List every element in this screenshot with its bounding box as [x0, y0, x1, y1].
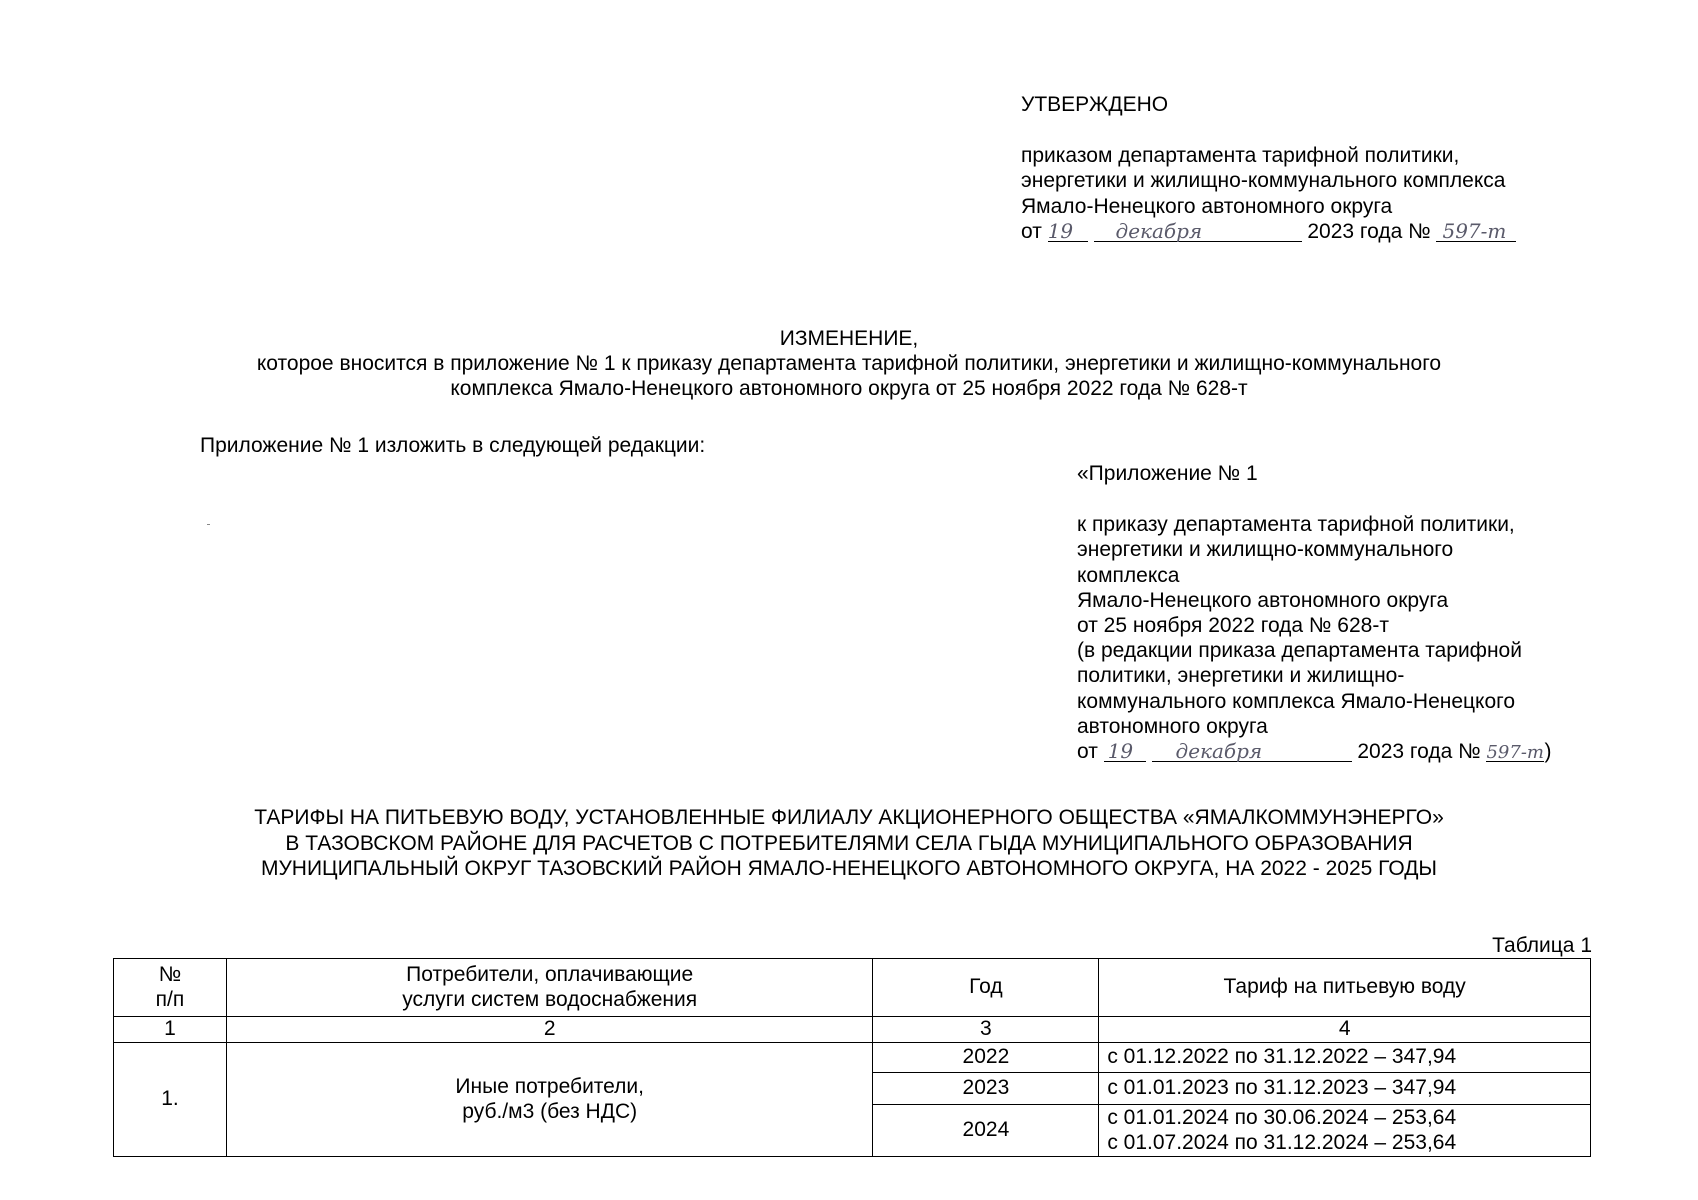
- tariffs-title-line: В ТАЗОВСКОМ РАЙОНЕ ДЛЯ РАСЧЕТОВ С ПОТРЕБИТЕЛЯМИ СЕЛА ГЫДА МУНИЦИПАЛЬНОГО ОБРАЗОВАНИЯ: [285, 831, 1413, 855]
- annex-line: коммунального комплекса Ямало-Ненецкого: [1077, 689, 1516, 713]
- annex-title: «Приложение № 1: [1077, 462, 1258, 485]
- table-label: Таблица 1: [1492, 934, 1592, 957]
- annex-line: Ямало-Ненецкого автономного округа: [1077, 588, 1449, 612]
- header-tariff: Тариф на питьевую воду: [1099, 959, 1591, 1017]
- approval-line: энергетики и жилищно-коммунального комплекса: [1021, 169, 1506, 193]
- annex-line: энергетики и жилищно-коммунального: [1077, 538, 1454, 562]
- table-header-row: [114, 959, 1591, 1017]
- date-day-field: [1104, 739, 1146, 762]
- handwritten-order-number: 597-т: [1486, 741, 1544, 763]
- row-tariff: [1099, 1105, 1591, 1157]
- tariffs-title-line: ТАРИФЫ НА ПИТЬЕВУЮ ВОДУ, УСТАНОВЛЕННЫЕ ФИЛИАЛУ АКЦИОНЕРНОГО ОБЩЕСТВА «ЯМАЛКОММУНЭНЕРГО»: [254, 806, 1444, 829]
- date-month-field: [1094, 219, 1302, 242]
- table-col-numbers-row: [114, 1017, 1591, 1043]
- date-year-text: 2023 года №: [1307, 219, 1431, 243]
- handwritten-month: декабря: [1175, 738, 1263, 763]
- tariff-table: [113, 958, 1591, 1157]
- handwritten-order-number: 597-т: [1442, 218, 1507, 243]
- annex-line: комплекса: [1077, 563, 1180, 587]
- closing-paren: ): [1544, 739, 1552, 763]
- approval-date-line: [1021, 219, 1641, 244]
- annex-line: к приказу департамента тарифной политики,: [1077, 513, 1515, 537]
- date-prefix: от: [1021, 219, 1042, 243]
- date-month-field: [1152, 739, 1352, 762]
- approval-title: УТВЕРЖДЕНО: [1021, 93, 1169, 116]
- header-year: Год: [873, 959, 1099, 1017]
- tariffs-title-line: МУНИЦИПАЛЬНЫЙ ОКРУГ ТАЗОВСКИЙ РАЙОН ЯМАЛО-НЕНЕЦКОГО АВТОНОМНОГО ОКРУГА, НА 2022 - 2025 ГОДЫ: [260, 857, 1438, 881]
- row-consumer: Иные потребители, руб./м3 (без НДС): [226, 1043, 873, 1157]
- row-tariff: с 01.12.2022 по 31.12.2022 – 347,94: [1099, 1043, 1591, 1073]
- instruction-text: Приложение № 1 изложить в следующей редакции:: [200, 434, 706, 457]
- header-consumers: Потребители, оплачивающие услуги систем водоснабжения: [226, 959, 873, 1017]
- annex-line: от 25 ноября 2022 года № 628-т: [1077, 613, 1389, 637]
- change-title: ИЗМЕНЕНИЕ,: [779, 327, 919, 350]
- handwritten-day: 19: [1047, 218, 1074, 243]
- change-heading: [0, 326, 1698, 402]
- col-number: 3: [873, 1017, 1099, 1043]
- order-number-field: [1436, 219, 1516, 242]
- approval-block: [1021, 92, 1641, 244]
- approval-line: приказом департамента тарифной политики,: [1021, 144, 1460, 168]
- tariff-period: с 01.01.2024 по 30.06.2024 – 253,64: [1107, 1106, 1457, 1130]
- tariffs-title: [0, 805, 1698, 882]
- scan-speck: [207, 524, 210, 525]
- row-year: 2024: [873, 1105, 1099, 1157]
- table-row: [114, 1043, 1591, 1073]
- header-num: № п/п: [114, 959, 227, 1017]
- approval-line: Ямало-Ненецкого автономного округа: [1021, 194, 1393, 218]
- row-tariff: с 01.01.2023 по 31.12.2023 – 347,94: [1099, 1073, 1591, 1105]
- row-num: 1.: [114, 1043, 227, 1157]
- handwritten-day: 19: [1107, 738, 1134, 763]
- col-number: 1: [114, 1017, 227, 1043]
- handwritten-month: декабря: [1115, 218, 1203, 243]
- annex-line: (в редакции приказа департамента тарифной: [1077, 639, 1522, 663]
- row-year: 2022: [873, 1043, 1099, 1073]
- row-year: 2023: [873, 1073, 1099, 1105]
- col-number: 2: [226, 1017, 873, 1043]
- annex-line: автономного округа: [1077, 714, 1268, 738]
- col-number: 4: [1099, 1017, 1591, 1043]
- change-line: комплекса Ямало-Ненецкого автономного округа от 25 ноября 2022 года № 628-т: [450, 377, 1248, 401]
- date-prefix: от: [1077, 739, 1098, 763]
- tariff-period: с 01.07.2024 по 31.12.2024 – 253,64: [1107, 1130, 1457, 1154]
- annex-line: политики, энергетики и жилищно-: [1077, 664, 1405, 688]
- change-line: которое вносится в приложение № 1 к приказу департамента тарифной политики, энергетики и жилищно-коммунального: [256, 352, 1442, 376]
- order-number-field: [1486, 739, 1544, 762]
- date-year-text: 2023 года №: [1357, 739, 1481, 763]
- annex-block: [1077, 461, 1617, 764]
- annex-date-line: [1077, 739, 1617, 764]
- date-day-field: [1048, 219, 1088, 242]
